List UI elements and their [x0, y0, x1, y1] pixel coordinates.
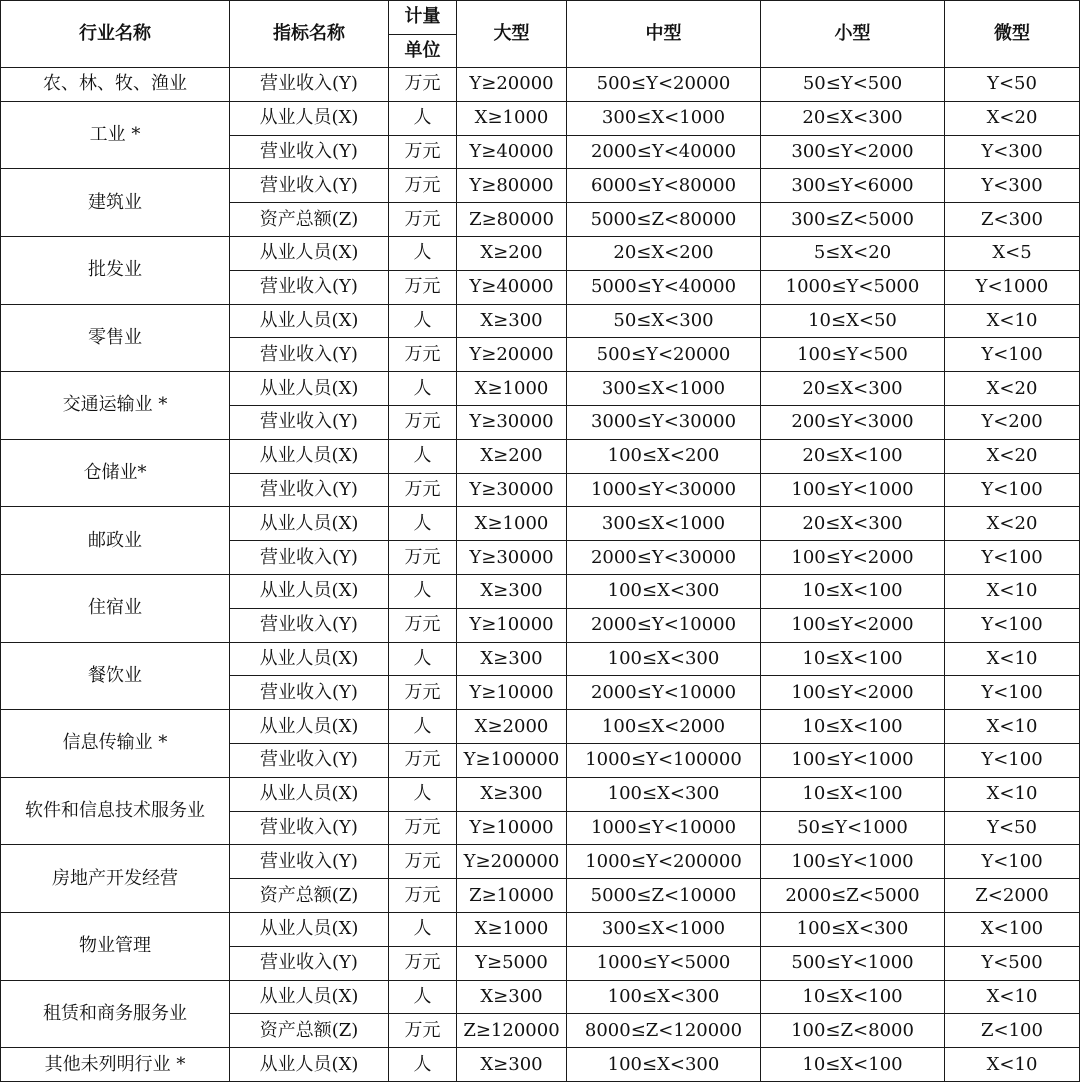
small-cell: 10≤X<100 [761, 1048, 945, 1082]
micro-cell: X<10 [945, 304, 1080, 338]
medium-cell: 2000≤Y<10000 [567, 608, 761, 642]
header-micro: 微型 [945, 1, 1080, 68]
industry-name-cell: 房地产开发经营 [1, 845, 230, 913]
unit-cell: 万元 [389, 169, 457, 203]
industry-name-cell: 住宿业 [1, 574, 230, 642]
indicator-cell: 营业收入(Y) [230, 135, 389, 169]
indicator-cell: 营业收入(Y) [230, 473, 389, 507]
medium-cell: 1000≤Y<30000 [567, 473, 761, 507]
table-body [1, 68, 1080, 1082]
micro-cell: Y<100 [945, 676, 1080, 710]
medium-cell: 500≤Y<20000 [567, 338, 761, 372]
small-cell: 100≤Z<8000 [761, 1014, 945, 1048]
industry-name-cell: 软件和信息技术服务业 [1, 777, 230, 845]
unit-cell: 人 [389, 710, 457, 744]
large-cell: Y≥40000 [457, 270, 567, 304]
unit-cell: 万元 [389, 338, 457, 372]
medium-cell: 100≤X<2000 [567, 710, 761, 744]
large-cell: Y≥100000 [457, 743, 567, 777]
medium-cell: 8000≤Z<120000 [567, 1014, 761, 1048]
medium-cell: 50≤X<300 [567, 304, 761, 338]
large-cell: X≥1000 [457, 912, 567, 946]
small-cell: 100≤Y<2000 [761, 608, 945, 642]
unit-cell: 人 [389, 372, 457, 406]
table-row [1, 372, 1080, 406]
micro-cell: Y<50 [945, 811, 1080, 845]
micro-cell: Y<500 [945, 946, 1080, 980]
indicator-cell: 资产总额(Z) [230, 1014, 389, 1048]
small-cell: 100≤Y<1000 [761, 743, 945, 777]
large-cell: X≥1000 [457, 372, 567, 406]
table-row [1, 980, 1080, 1014]
medium-cell: 6000≤Y<80000 [567, 169, 761, 203]
micro-cell: Y<100 [945, 743, 1080, 777]
small-cell: 10≤X<100 [761, 980, 945, 1014]
table-row [1, 169, 1080, 203]
unit-cell: 万元 [389, 946, 457, 980]
indicator-cell: 从业人员(X) [230, 236, 389, 270]
medium-cell: 300≤X<1000 [567, 372, 761, 406]
table-row [1, 236, 1080, 270]
micro-cell: X<10 [945, 574, 1080, 608]
unit-cell: 万元 [389, 845, 457, 879]
medium-cell: 500≤Y<20000 [567, 68, 761, 102]
micro-cell: X<10 [945, 710, 1080, 744]
large-cell: Y≥30000 [457, 405, 567, 439]
micro-cell: X<5 [945, 236, 1080, 270]
industry-name-cell: 信息传输业 * [1, 710, 230, 778]
small-cell: 100≤Y<500 [761, 338, 945, 372]
small-cell: 300≤Z<5000 [761, 203, 945, 237]
industry-name-cell: 邮政业 [1, 507, 230, 575]
small-cell: 100≤Y<1000 [761, 473, 945, 507]
micro-cell: X<100 [945, 912, 1080, 946]
header-unit-line2: 单位 [389, 34, 457, 68]
medium-cell: 300≤X<1000 [567, 101, 761, 135]
micro-cell: Y<1000 [945, 270, 1080, 304]
table-row [1, 1048, 1080, 1082]
unit-cell: 人 [389, 304, 457, 338]
industry-name-cell: 仓储业* [1, 439, 230, 507]
indicator-cell: 资产总额(Z) [230, 879, 389, 913]
large-cell: Y≥20000 [457, 338, 567, 372]
large-cell: Y≥30000 [457, 541, 567, 575]
small-cell: 100≤Y<2000 [761, 541, 945, 575]
indicator-cell: 从业人员(X) [230, 507, 389, 541]
table-row [1, 68, 1080, 102]
unit-cell: 人 [389, 101, 457, 135]
small-cell: 100≤Y<2000 [761, 676, 945, 710]
small-cell: 1000≤Y<5000 [761, 270, 945, 304]
micro-cell: X<20 [945, 507, 1080, 541]
micro-cell: X<20 [945, 372, 1080, 406]
medium-cell: 300≤X<1000 [567, 507, 761, 541]
unit-cell: 万元 [389, 68, 457, 102]
large-cell: Y≥10000 [457, 811, 567, 845]
industry-name-cell: 农、林、牧、渔业 [1, 68, 230, 102]
large-cell: X≥300 [457, 304, 567, 338]
small-cell: 100≤X<300 [761, 912, 945, 946]
unit-cell: 人 [389, 912, 457, 946]
unit-cell: 万元 [389, 608, 457, 642]
large-cell: Z≥120000 [457, 1014, 567, 1048]
micro-cell: Z<2000 [945, 879, 1080, 913]
unit-cell: 万元 [389, 1014, 457, 1048]
micro-cell: X<10 [945, 777, 1080, 811]
indicator-cell: 从业人员(X) [230, 777, 389, 811]
unit-cell: 万元 [389, 811, 457, 845]
large-cell: X≥300 [457, 980, 567, 1014]
medium-cell: 1000≤Y<10000 [567, 811, 761, 845]
unit-cell: 万元 [389, 405, 457, 439]
micro-cell: Y<50 [945, 68, 1080, 102]
micro-cell: Y<100 [945, 845, 1080, 879]
large-cell: X≥1000 [457, 507, 567, 541]
industry-name-cell: 餐饮业 [1, 642, 230, 710]
medium-cell: 5000≤Z<80000 [567, 203, 761, 237]
unit-cell: 人 [389, 980, 457, 1014]
unit-cell: 万元 [389, 743, 457, 777]
medium-cell: 100≤X<300 [567, 980, 761, 1014]
industry-name-cell: 其他未列明行业 * [1, 1048, 230, 1082]
indicator-cell: 从业人员(X) [230, 372, 389, 406]
small-cell: 10≤X<50 [761, 304, 945, 338]
indicator-cell: 营业收入(Y) [230, 270, 389, 304]
indicator-cell: 从业人员(X) [230, 980, 389, 1014]
unit-cell: 人 [389, 777, 457, 811]
medium-cell: 5000≤Y<40000 [567, 270, 761, 304]
large-cell: Y≥30000 [457, 473, 567, 507]
header-unit-line1: 计量 [389, 1, 457, 35]
micro-cell: X<10 [945, 642, 1080, 676]
large-cell: X≥200 [457, 439, 567, 473]
indicator-cell: 从业人员(X) [230, 1048, 389, 1082]
medium-cell: 1000≤Y<5000 [567, 946, 761, 980]
large-cell: Z≥80000 [457, 203, 567, 237]
small-cell: 50≤Y<1000 [761, 811, 945, 845]
large-cell: X≥1000 [457, 101, 567, 135]
micro-cell: Y<200 [945, 405, 1080, 439]
micro-cell: X<20 [945, 439, 1080, 473]
medium-cell: 2000≤Y<10000 [567, 676, 761, 710]
industry-name-cell: 交通运输业 * [1, 372, 230, 440]
indicator-cell: 营业收入(Y) [230, 405, 389, 439]
micro-cell: Y<100 [945, 338, 1080, 372]
small-cell: 20≤X<300 [761, 101, 945, 135]
indicator-cell: 营业收入(Y) [230, 946, 389, 980]
indicator-cell: 营业收入(Y) [230, 68, 389, 102]
unit-cell: 万元 [389, 135, 457, 169]
small-cell: 500≤Y<1000 [761, 946, 945, 980]
large-cell: Y≥200000 [457, 845, 567, 879]
header-indicator: 指标名称 [230, 1, 389, 68]
table-row [1, 912, 1080, 946]
unit-cell: 万元 [389, 473, 457, 507]
unit-cell: 人 [389, 439, 457, 473]
large-cell: Y≥5000 [457, 946, 567, 980]
medium-cell: 100≤X<300 [567, 1048, 761, 1082]
medium-cell: 1000≤Y<200000 [567, 845, 761, 879]
small-cell: 10≤X<100 [761, 642, 945, 676]
indicator-cell: 营业收入(Y) [230, 811, 389, 845]
table-row [1, 439, 1080, 473]
industry-name-cell: 物业管理 [1, 912, 230, 980]
header-small: 小型 [761, 1, 945, 68]
indicator-cell: 营业收入(Y) [230, 743, 389, 777]
unit-cell: 人 [389, 236, 457, 270]
small-cell: 200≤Y<3000 [761, 405, 945, 439]
industry-name-cell: 建筑业 [1, 169, 230, 237]
micro-cell: Z<100 [945, 1014, 1080, 1048]
medium-cell: 2000≤Y<40000 [567, 135, 761, 169]
small-cell: 10≤X<100 [761, 710, 945, 744]
micro-cell: Y<100 [945, 541, 1080, 575]
large-cell: X≥2000 [457, 710, 567, 744]
table-row [1, 777, 1080, 811]
medium-cell: 100≤X<200 [567, 439, 761, 473]
indicator-cell: 资产总额(Z) [230, 203, 389, 237]
indicator-cell: 从业人员(X) [230, 912, 389, 946]
medium-cell: 20≤X<200 [567, 236, 761, 270]
small-cell: 20≤X<300 [761, 372, 945, 406]
table-row [1, 304, 1080, 338]
medium-cell: 3000≤Y<30000 [567, 405, 761, 439]
indicator-cell: 从业人员(X) [230, 642, 389, 676]
table-row [1, 710, 1080, 744]
small-cell: 50≤Y<500 [761, 68, 945, 102]
indicator-cell: 从业人员(X) [230, 710, 389, 744]
unit-cell: 人 [389, 574, 457, 608]
indicator-cell: 从业人员(X) [230, 574, 389, 608]
medium-cell: 1000≤Y<100000 [567, 743, 761, 777]
large-cell: X≥300 [457, 777, 567, 811]
unit-cell: 人 [389, 642, 457, 676]
micro-cell: Y<100 [945, 608, 1080, 642]
large-cell: X≥200 [457, 236, 567, 270]
table-row [1, 845, 1080, 879]
micro-cell: Y<300 [945, 135, 1080, 169]
indicator-cell: 从业人员(X) [230, 304, 389, 338]
indicator-cell: 营业收入(Y) [230, 608, 389, 642]
indicator-cell: 从业人员(X) [230, 439, 389, 473]
industry-name-cell: 工业 * [1, 101, 230, 169]
medium-cell: 2000≤Y<30000 [567, 541, 761, 575]
small-cell: 300≤Y<2000 [761, 135, 945, 169]
indicator-cell: 营业收入(Y) [230, 541, 389, 575]
table-row [1, 101, 1080, 135]
industry-name-cell: 租赁和商务服务业 [1, 980, 230, 1048]
large-cell: Y≥80000 [457, 169, 567, 203]
small-cell: 10≤X<100 [761, 777, 945, 811]
indicator-cell: 营业收入(Y) [230, 338, 389, 372]
large-cell: Y≥10000 [457, 676, 567, 710]
medium-cell: 100≤X<300 [567, 642, 761, 676]
large-cell: Y≥10000 [457, 608, 567, 642]
small-cell: 2000≤Z<5000 [761, 879, 945, 913]
header-industry: 行业名称 [1, 1, 230, 68]
large-cell: X≥300 [457, 1048, 567, 1082]
large-cell: X≥300 [457, 642, 567, 676]
table-row [1, 574, 1080, 608]
unit-cell: 人 [389, 507, 457, 541]
medium-cell: 100≤X<300 [567, 777, 761, 811]
header-large: 大型 [457, 1, 567, 68]
small-cell: 10≤X<100 [761, 574, 945, 608]
medium-cell: 300≤X<1000 [567, 912, 761, 946]
small-cell: 100≤Y<1000 [761, 845, 945, 879]
micro-cell: Z<300 [945, 203, 1080, 237]
industry-name-cell: 零售业 [1, 304, 230, 372]
micro-cell: X<10 [945, 980, 1080, 1014]
small-cell: 300≤Y<6000 [761, 169, 945, 203]
indicator-cell: 营业收入(Y) [230, 676, 389, 710]
header-medium: 中型 [567, 1, 761, 68]
industry-name-cell: 批发业 [1, 236, 230, 304]
table-header [1, 1, 1080, 68]
unit-cell: 万元 [389, 270, 457, 304]
unit-cell: 万元 [389, 541, 457, 575]
large-cell: X≥300 [457, 574, 567, 608]
table-row [1, 642, 1080, 676]
small-cell: 20≤X<100 [761, 439, 945, 473]
micro-cell: X<20 [945, 101, 1080, 135]
indicator-cell: 从业人员(X) [230, 101, 389, 135]
indicator-cell: 营业收入(Y) [230, 169, 389, 203]
micro-cell: X<10 [945, 1048, 1080, 1082]
large-cell: Z≥10000 [457, 879, 567, 913]
micro-cell: Y<100 [945, 473, 1080, 507]
medium-cell: 5000≤Z<10000 [567, 879, 761, 913]
unit-cell: 万元 [389, 879, 457, 913]
micro-cell: Y<300 [945, 169, 1080, 203]
table-row [1, 507, 1080, 541]
unit-cell: 万元 [389, 203, 457, 237]
unit-cell: 人 [389, 1048, 457, 1082]
small-cell: 5≤X<20 [761, 236, 945, 270]
indicator-cell: 营业收入(Y) [230, 845, 389, 879]
large-cell: Y≥40000 [457, 135, 567, 169]
large-cell: Y≥20000 [457, 68, 567, 102]
medium-cell: 100≤X<300 [567, 574, 761, 608]
small-cell: 20≤X<300 [761, 507, 945, 541]
unit-cell: 万元 [389, 676, 457, 710]
